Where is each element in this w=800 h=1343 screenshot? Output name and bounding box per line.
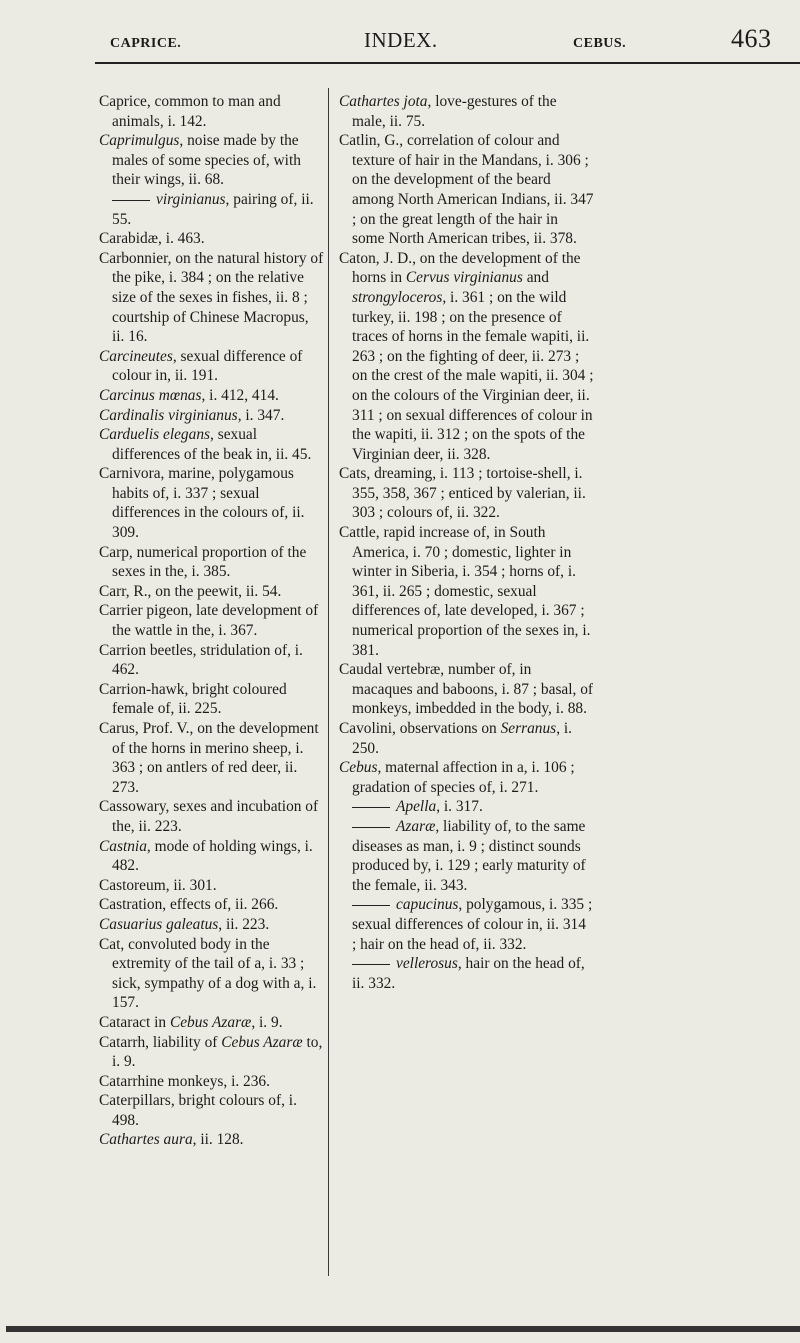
- ditto-dash: [352, 827, 390, 828]
- entry-keyword: Cardinalis virginianus: [99, 406, 238, 424]
- entry-text: , i. 250.: [352, 720, 573, 757]
- index-entry: [99, 797, 324, 836]
- index-entry: [339, 817, 594, 895]
- entry-keyword: Castration: [99, 896, 163, 914]
- index-entry: [339, 758, 594, 797]
- index-entry: [339, 131, 594, 249]
- entry-keyword: Cavolini: [339, 720, 393, 737]
- index-entry: [339, 719, 594, 758]
- entry-text: , bright coloured female of, ii. 225.: [112, 680, 287, 718]
- right-column: [339, 92, 594, 993]
- entry-keyword: Cattle: [339, 524, 376, 542]
- index-entry: [99, 1072, 324, 1092]
- entry-keyword: Cathartes jota: [339, 93, 428, 110]
- index-entry: [99, 347, 324, 386]
- header-right-keyword: CEBUS.: [573, 36, 627, 51]
- entry-text: and: [522, 269, 549, 287]
- entry-text: , mode of holding wings, i. 482.: [112, 837, 313, 875]
- entry-keyword: Caterpillars: [99, 1092, 171, 1110]
- entry-text: , maternal affection in a, i. 106 ; gradation of species of, i. 271.: [352, 759, 575, 796]
- entry-keyword: Carcinus mœnas: [99, 386, 202, 404]
- page-number: 463: [731, 24, 772, 53]
- entry-text: , liability of: [145, 1033, 222, 1051]
- entry-keyword: Carus, Prof. V.: [99, 720, 190, 737]
- entry-text: , convoluted body in the extremity of the tail of a, i. 33 ; sick, sympathy of a dog with a, i. 157.: [112, 935, 317, 1012]
- index-entry: [99, 876, 324, 896]
- index-entry: [99, 601, 324, 640]
- entry-italic: Cervus virginianus: [405, 269, 523, 287]
- index-entry: [339, 92, 594, 131]
- entry-text: , on the peewit, ii. 54.: [147, 582, 282, 600]
- entry-text: , i. 236.: [223, 1072, 270, 1090]
- index-entry: [99, 837, 324, 876]
- entry-text: , number of, in macaques and baboons, i. 87 ; basal, of monkeys, imbedded in the body, i. 88.: [352, 661, 594, 718]
- entry-text: , noise made by the males of some species of, with their wings, ii. 68.: [112, 132, 301, 189]
- entry-text: , i. 361 ; on the wild turkey, ii. 198 ; on the presence of traces of horns in the female wapiti, ii. 263 ; on the fighting of deer, ii. 273 ; on the crest of the male wapiti, ii. 304 ; on the colours of the Virginian deer, ii. 311 ; on sexual differences of colour in the wapiti, ii. 312 ; on the spots of the Virginian deer, ii. 328.: [352, 288, 594, 463]
- entry-keyword: Caudal vertebræ: [339, 661, 441, 679]
- index-entry: [99, 425, 324, 464]
- index-entry: [339, 895, 594, 954]
- entry-text: , stridulation of, i. 462.: [112, 641, 303, 679]
- index-entry: [339, 660, 594, 719]
- entry-text: , i. 463.: [158, 230, 205, 248]
- entry-keyword: Azaræ: [396, 817, 436, 835]
- index-entry: [99, 190, 324, 229]
- entry-text: , numerical proportion of the sexes in the, i. 385.: [112, 543, 307, 581]
- index-entry: [99, 131, 324, 190]
- entry-keyword: Carrion-hawk: [99, 680, 185, 698]
- entry-text: , rapid increase of, in South America, i. 70 ; domestic, lighter in winter in Siberia, i. 354 ; horns of, i. 361, ii. 265 ; domestic, sexual differences of, late developed, i. 367 ; numerical proportion of the sexes in, i. 381.: [352, 524, 591, 659]
- entry-text: , correlation of colour and texture of hair in the Mandans, i. 306 ; on the development of the beard among North American Indians, ii. 347 ; on the great length of the hair in some North American tribes, ii. 378.: [352, 132, 594, 248]
- entry-text: , hair on the head of, ii. 332.: [352, 955, 585, 992]
- entry-text: , common to man and animals, i. 142.: [112, 93, 281, 130]
- entry-text: , late development of the wattle in the, i. 367.: [112, 602, 319, 640]
- header-left-keyword: CAPRICE.: [110, 36, 182, 51]
- entry-italic: Cebus Azaræ: [169, 1013, 252, 1031]
- entry-keyword: Cat: [99, 935, 121, 953]
- entry-keyword: Cassowary: [99, 798, 166, 816]
- entry-text: , i. 317.: [436, 798, 483, 816]
- index-entry: [339, 249, 594, 465]
- ditto-dash: [352, 807, 390, 808]
- index-entry: [99, 249, 324, 347]
- entry-text: , love-gestures of the male, ii. 75.: [352, 93, 557, 130]
- entry-text: , ii. 301.: [165, 876, 217, 894]
- ditto-dash: [352, 905, 390, 906]
- entry-keyword: Catarrhine monkeys: [99, 1072, 224, 1090]
- entry-keyword: Carr, R.: [99, 582, 148, 600]
- index-entry: [99, 680, 324, 719]
- entry-text: , polygamous, i. 335 ; sexual differences of colour in, ii. 314 ; hair on the head of, ii. 332.: [352, 896, 593, 953]
- index-entry: [99, 1091, 324, 1130]
- ditto-dash: [352, 964, 390, 965]
- index-entry: [99, 582, 324, 602]
- ditto-dash: [112, 200, 150, 201]
- entry-italic: Cebus Azaræ: [221, 1033, 303, 1051]
- index-entry: [339, 954, 594, 993]
- entry-text: to, i. 9.: [112, 1033, 323, 1071]
- entry-text: , on the development of the horns in merino sheep, i. 363 ; on antlers of red deer, ii. 273.: [112, 720, 319, 796]
- index-entry: [99, 895, 324, 915]
- index-entry: [99, 915, 324, 935]
- entry-keyword: Carp: [99, 543, 129, 561]
- entry-text: , i. 9.: [251, 1013, 283, 1031]
- index-entry: [99, 1033, 324, 1072]
- index-entry: [99, 935, 324, 1013]
- entry-text: , on the development of the horns in: [352, 249, 581, 287]
- index-entry: [99, 406, 324, 426]
- entry-text: , bright colours of, i. 498.: [112, 1092, 297, 1129]
- index-entry: [99, 386, 324, 406]
- index-entry: [339, 797, 594, 817]
- entry-keyword: virginianus: [156, 190, 226, 208]
- entry-keyword: Carrier pigeon: [99, 602, 189, 620]
- entry-keyword: Carrion beetles: [99, 641, 193, 659]
- entry-text: , sexual difference of colour in, ii. 191.: [112, 347, 303, 385]
- column-divider: [328, 88, 329, 1276]
- index-entry: [99, 229, 324, 249]
- entry-text: , observations on: [392, 720, 501, 737]
- entry-keyword: Catlin, G.: [339, 132, 400, 150]
- entry-keyword: Catarrh: [99, 1033, 146, 1051]
- entry-keyword: Casuarius galeatus: [99, 915, 219, 933]
- index-entry: [99, 92, 324, 131]
- index-entry: [99, 1130, 324, 1150]
- entry-text: , on the natural history of the pike, i. 384 ; on the relative size of the sexes in fishes, ii. 8 ; courtship of Chinese Macropus, ii. 16.: [112, 249, 324, 346]
- left-column: [99, 92, 324, 1150]
- entry-text: , marine, polygamous habits of, i. 337 ; sexual differences in the colours of, ii. 309.: [112, 465, 305, 542]
- entry-keyword: Cathartes aura: [99, 1131, 193, 1149]
- entry-italic: Serranus: [500, 720, 557, 737]
- entry-keyword: Caprimulgus: [99, 132, 180, 150]
- entry-text: , pairing of, ii. 55.: [112, 190, 314, 228]
- entry-text: , dreaming, i. 113 ; tortoise-shell, i. 355, 358, 367 ; enticed by valerian, ii. 303 ; colours of, ii. 322.: [352, 465, 586, 522]
- entry-text: , effects of, ii. 266.: [162, 896, 279, 914]
- bottom-rule: [6, 1326, 800, 1332]
- entry-italic: strongyloceros: [352, 288, 443, 306]
- entry-text: , ii. 223.: [218, 915, 270, 933]
- entry-keyword: Cats: [339, 465, 367, 483]
- entry-text: , ii. 128.: [192, 1131, 244, 1149]
- entry-keyword: Carcineutes: [99, 347, 173, 365]
- page-header: [0, 0, 800, 60]
- entry-keyword: capucinus: [396, 896, 459, 914]
- entry-keyword: Castnia: [99, 837, 147, 855]
- header-title: INDEX.: [364, 28, 438, 52]
- entry-keyword: Carbonnier: [99, 249, 168, 267]
- entry-text: , sexes and incubation of the, ii. 223.: [112, 798, 319, 835]
- entry-text: , i. 347.: [237, 406, 285, 424]
- index-entry: [99, 719, 324, 797]
- entry-keyword: Apella: [396, 798, 437, 816]
- entry-keyword: Castoreum: [99, 876, 166, 894]
- entry-keyword: Carnivora: [99, 465, 161, 483]
- entry-keyword: Cebus: [339, 759, 378, 777]
- index-entry: [339, 464, 594, 523]
- entry-keyword: Carduelis elegans: [99, 426, 211, 444]
- entry-text: , liability of, to the same diseases as man, i. 9 ; distinct sounds produced by, i. 129 ; early maturity of the female, ii. 343.: [352, 817, 586, 894]
- index-entry: [99, 543, 324, 582]
- index-entry: [99, 464, 324, 542]
- entry-keyword: Caton, J. D.: [339, 249, 413, 267]
- index-entry: [339, 523, 594, 660]
- index-entry: [99, 1013, 324, 1033]
- entry-keyword: vellerosus: [396, 955, 458, 973]
- entry-text: , sexual differences of the beak in, ii. 45.: [112, 426, 312, 463]
- index-entry: [99, 641, 324, 680]
- entry-keyword: Caprice: [99, 93, 147, 110]
- entry-keyword: Carabidæ: [99, 230, 158, 248]
- entry-text: , i. 412, 414.: [201, 386, 279, 404]
- header-rule: [95, 62, 800, 64]
- entry-keyword: Cataract in: [99, 1013, 170, 1031]
